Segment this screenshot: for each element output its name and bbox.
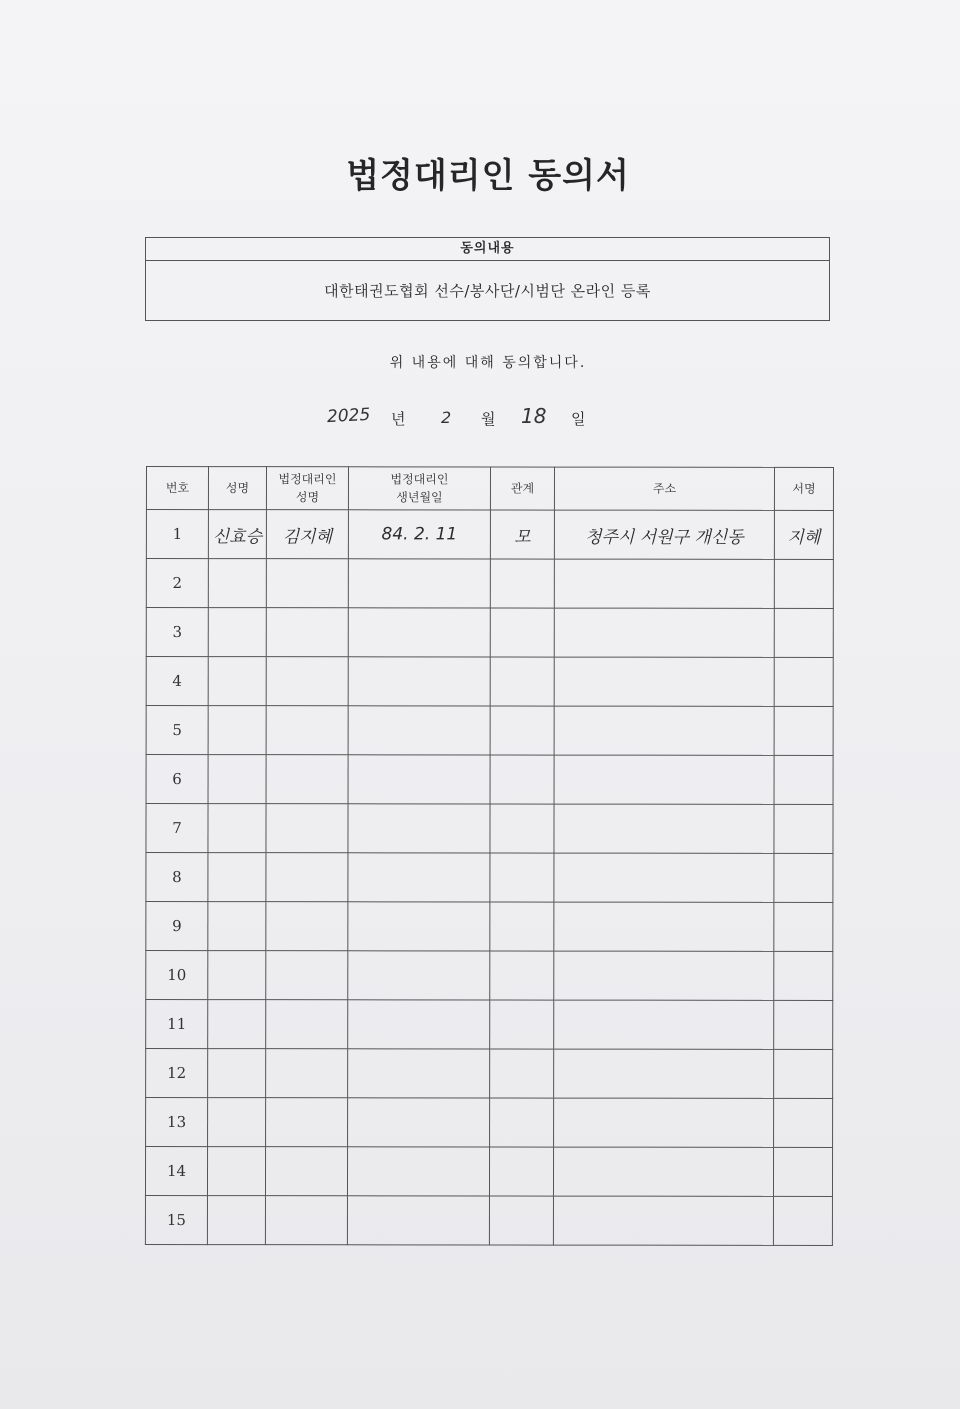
cell-guardian-birth [348,1098,490,1147]
cell-signature [774,1000,833,1049]
cell-guardian-birth [348,559,490,608]
table-row [146,902,833,952]
header-guardian-birth [348,467,490,510]
cell-name [208,706,266,755]
cell-no: 12 [146,1049,208,1098]
table-row [145,1147,832,1197]
cell-relation [490,1098,554,1147]
cell-no: 15 [145,1196,207,1245]
cell-name [208,755,266,804]
cell-signature [774,706,833,755]
cell-address [554,608,774,657]
cell-address [554,559,774,608]
cell-guardian-name [266,657,348,706]
cell-signature [774,853,833,902]
cell-no: 8 [146,853,208,902]
cell-name [208,608,266,657]
cell-no: 11 [146,1000,208,1049]
cell-no: 5 [146,706,208,755]
cell-relation [490,706,554,755]
header-guardian-name [266,467,348,510]
cell-guardian-name [265,1147,347,1196]
table-row [146,657,833,707]
cell-name [207,1147,265,1196]
cell-relation [490,1049,554,1098]
cell-no: 9 [146,902,208,951]
cell-guardian-birth [347,1196,489,1245]
cell-relation [490,755,554,804]
cell-name [208,804,266,853]
cell-name [208,1000,266,1049]
cell-relation [490,804,554,853]
table-body [145,510,833,1246]
cell-guardian-name: 김지혜 [266,510,348,559]
cell-guardian-name [266,1049,348,1098]
cell-signature [774,559,833,608]
table-row [146,1049,833,1099]
cell-signature [774,951,833,1000]
header-guardian-birth-line2: 생년월일 [396,490,443,505]
cell-guardian-birth [348,1000,490,1049]
table-row [146,608,833,658]
cell-address [554,657,774,706]
header-relation: 관계 [490,467,554,510]
page-title: 법정대리인 동의서 [346,156,630,196]
header-address: 주소 [554,467,774,510]
cell-signature: 지혜 [774,510,833,559]
date-year-label: 년 [391,410,406,428]
table-row [146,1000,833,1050]
cell-no: 7 [146,804,208,853]
cell-guardian-birth [348,853,490,902]
cell-name [207,1196,265,1245]
date-day: 18 [521,404,547,428]
table-row [146,706,833,756]
cell-guardian-name [266,853,348,902]
cell-guardian-birth [348,755,490,804]
cell-guardian-birth [347,1147,489,1196]
cell-relation [490,951,554,1000]
cell-name [208,657,266,706]
cell-guardian-birth [348,804,490,853]
table-row [146,951,833,1001]
cell-name [208,951,266,1000]
cell-relation [490,657,554,706]
date-month-label: 월 [481,410,496,428]
date-year: 2025 [326,404,371,428]
cell-guardian-name [266,706,348,755]
cell-name [208,902,266,951]
cell-no: 2 [146,559,208,608]
cell-name [208,559,266,608]
cell-address [554,706,774,755]
header-signature: 서명 [774,467,833,510]
cell-address [554,1000,774,1049]
table-row [146,804,833,854]
cell-guardian-name [265,1196,347,1245]
header-guardian-name-line2: 성명 [295,490,320,505]
header-name: 성명 [208,467,266,510]
cell-no: 3 [146,608,208,657]
cell-guardian-name [266,804,348,853]
cell-relation [490,608,554,657]
cell-signature [774,1098,833,1147]
cell-no: 10 [146,951,208,1000]
table-row [146,755,833,805]
consent-content-box [145,237,830,321]
cell-relation [490,559,554,608]
cell-no: 14 [145,1147,207,1196]
cell-address [554,755,774,804]
cell-guardian-name [266,902,348,951]
cell-guardian-birth: 84. 2. 11 [348,510,490,559]
cell-address [554,853,774,902]
table-header-row [146,467,833,511]
cell-signature [774,755,833,804]
cell-address [553,1147,773,1196]
cell-signature [774,1049,833,1098]
header-guardian-name-line1: 법정대리인 [278,472,337,487]
date-line [325,400,625,440]
cell-guardian-name [266,1000,348,1049]
cell-name [208,1049,266,1098]
cell-address [554,1098,774,1147]
table-row [145,1196,832,1246]
cell-signature [774,902,833,951]
cell-relation [489,1196,553,1245]
cell-guardian-birth [348,706,490,755]
consent-body: 대한태권도협회 선수/봉사단/시범단 온라인 등록 [324,282,651,300]
cell-address [554,951,774,1000]
cell-guardian-birth [348,1049,490,1098]
cell-signature [773,1147,832,1196]
cell-no: 4 [146,657,208,706]
cell-guardian-birth [348,657,490,706]
cell-relation [489,1147,553,1196]
cell-no: 13 [146,1098,208,1147]
cell-guardian-name [266,951,348,1000]
cell-signature [774,608,833,657]
cell-relation [490,853,554,902]
cell-address [554,1049,774,1098]
header-no: 번호 [146,467,208,510]
consent-heading: 동의내용 [146,238,829,261]
cell-guardian-birth [348,951,490,1000]
table-row [146,559,833,609]
cell-signature [774,657,833,706]
cell-address [554,804,774,853]
cell-address [553,1196,773,1245]
cell-name [208,1098,266,1147]
guardian-roster-table [145,466,834,1246]
date-month: 2 [441,408,452,427]
cell-guardian-name [266,608,348,657]
table-row [146,510,833,560]
cell-name: 신효승 [208,510,266,559]
table-row [146,1098,833,1148]
cell-no: 6 [146,755,208,804]
cell-guardian-name [266,755,348,804]
cell-address: 청주시 서원구 개신동 [554,510,774,559]
cell-relation [490,1000,554,1049]
cell-signature [773,1196,832,1245]
header-guardian-birth-line1: 법정대리인 [390,472,449,487]
cell-relation [490,902,554,951]
cell-guardian-birth [348,608,490,657]
cell-guardian-name [266,559,348,608]
agreement-statement: 위 내용에 대해 동의합니다. [389,355,587,371]
cell-no: 1 [146,510,208,559]
cell-guardian-name [266,1098,348,1147]
cell-guardian-birth [348,902,490,951]
date-day-label: 일 [571,410,586,428]
table-row [146,853,833,903]
cell-relation: 모 [490,510,554,559]
cell-signature [774,804,833,853]
cell-address [554,902,774,951]
cell-name [208,853,266,902]
